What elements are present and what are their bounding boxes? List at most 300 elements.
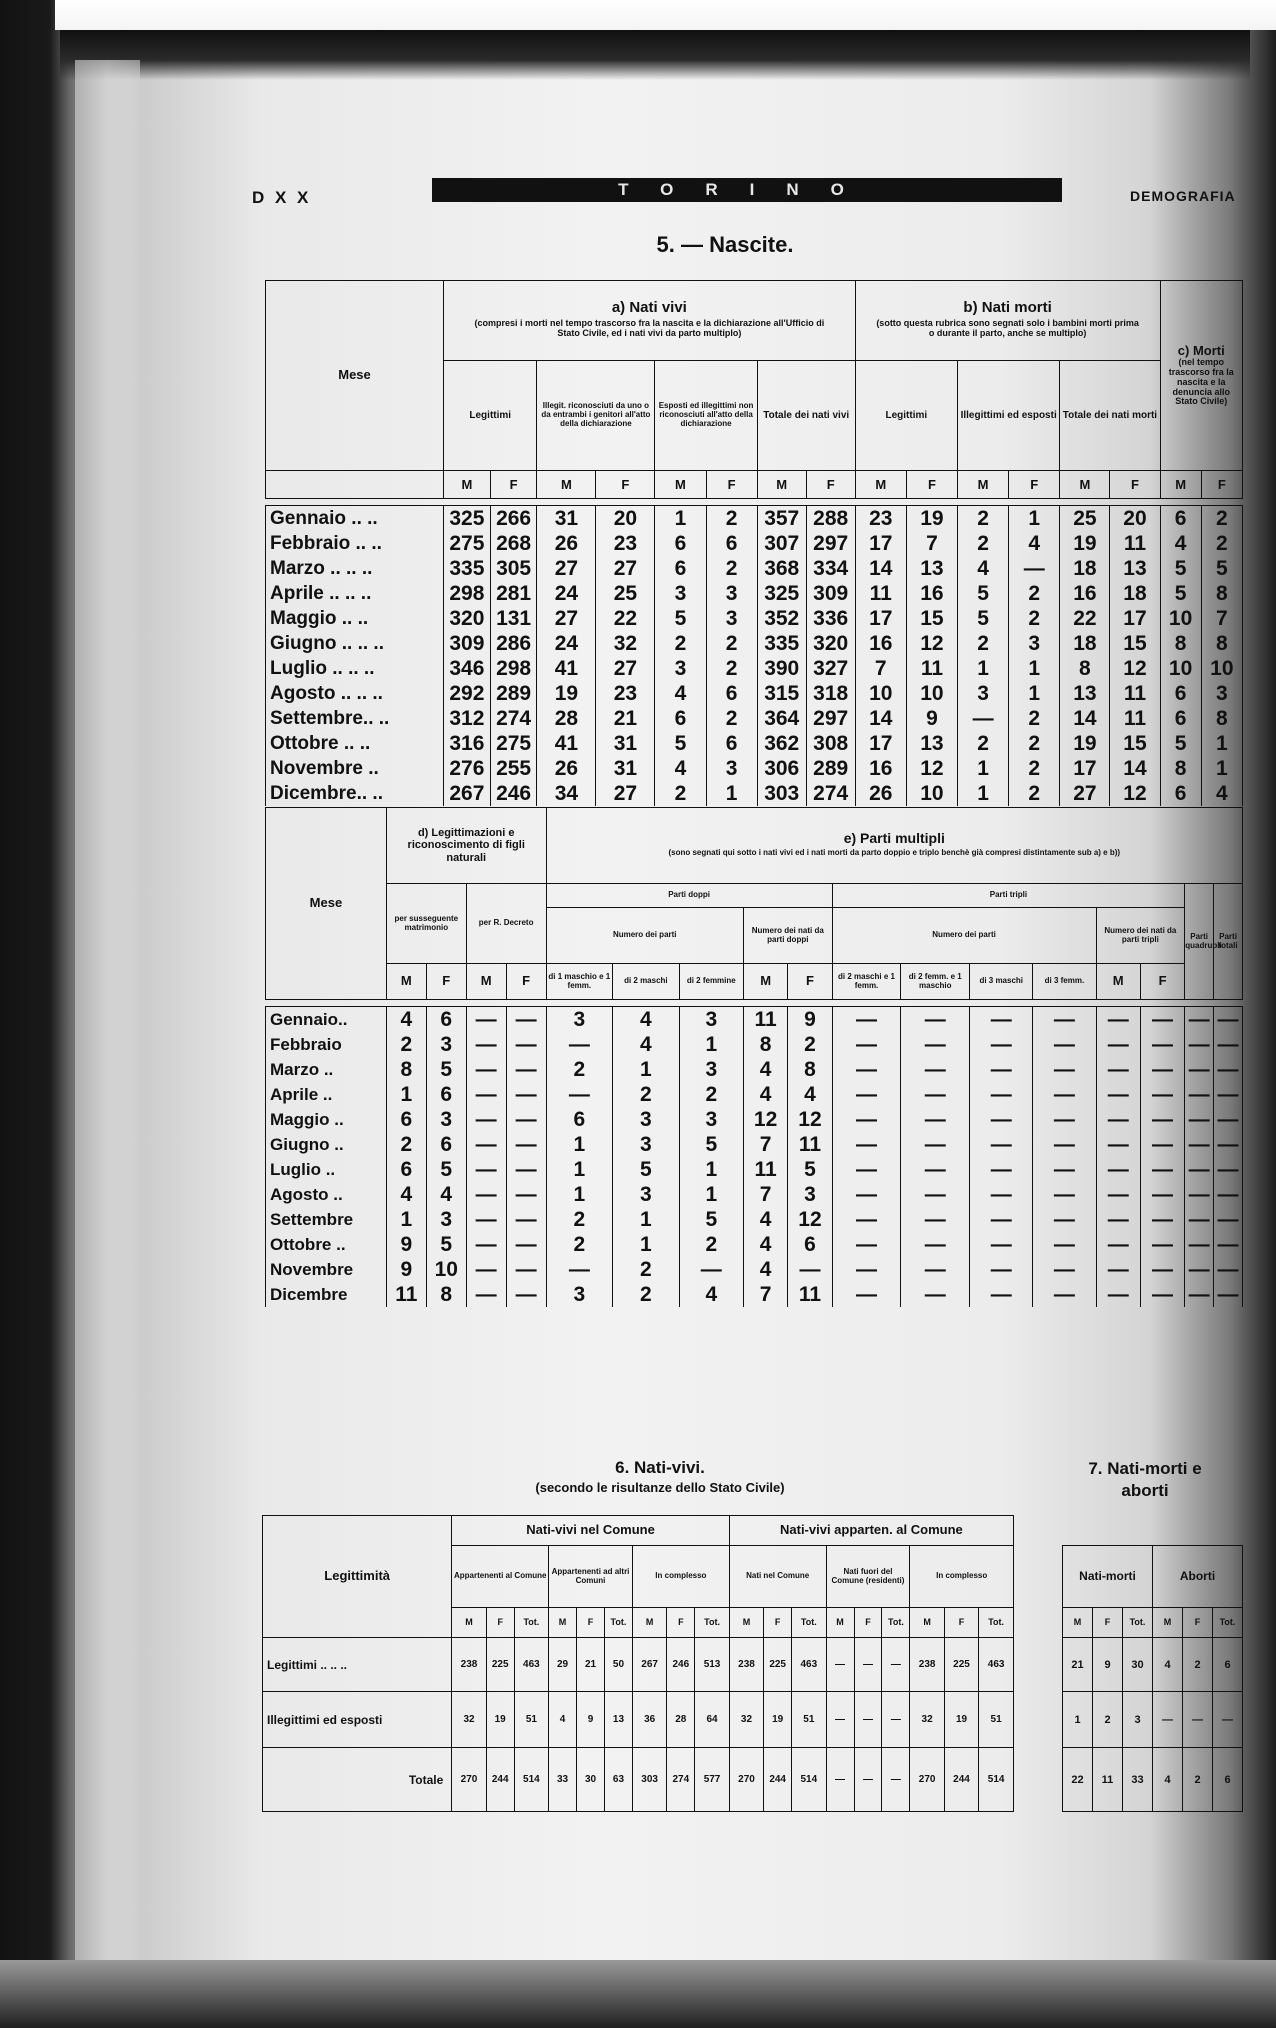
data-cell: 1 xyxy=(958,656,1009,681)
data-cell: — xyxy=(1096,1057,1140,1082)
data-cell: — xyxy=(1140,1032,1184,1057)
data-cell: 2 xyxy=(706,556,757,581)
data-cell: 6 xyxy=(1160,706,1201,731)
table-nati-vivi xyxy=(262,1515,1014,1812)
nati-vivi-title: a) Nati vivi xyxy=(611,299,687,317)
data-cell: 7 xyxy=(743,1282,787,1307)
data-cell: 4 xyxy=(549,1692,577,1748)
data-cell: 463 xyxy=(979,1638,1014,1692)
data-cell: 20 xyxy=(1110,506,1160,532)
data-cell: — xyxy=(1096,1157,1140,1182)
parti-multipli-note: (sono segnati qui sotto i nati vivi ed i nati morti da parto doppio e triplo benchè già compresi distintamente sub a) e b)) xyxy=(668,847,1121,857)
mf-cell: F xyxy=(788,964,832,1000)
sub-altri-comuni: Appartenenti ad altri Comuni xyxy=(549,1546,633,1608)
data-cell: 4 xyxy=(958,556,1009,581)
data-cell: — xyxy=(832,1082,901,1107)
data-cell: — xyxy=(901,1107,970,1132)
data-cell: 64 xyxy=(695,1692,729,1748)
spacer xyxy=(266,499,1243,506)
data-cell: — xyxy=(882,1638,910,1692)
data-cell: — xyxy=(970,1132,1033,1157)
data-cell: 11 xyxy=(1110,681,1160,706)
data-cell: 1 xyxy=(546,1182,613,1207)
data-cell: 3 xyxy=(655,656,706,681)
table-row xyxy=(266,1007,1243,1033)
data-cell: 15 xyxy=(1110,731,1160,756)
data-cell: 9 xyxy=(906,706,957,731)
data-cell: 1 xyxy=(546,1157,613,1182)
data-cell: 16 xyxy=(855,631,906,656)
data-cell: 5 xyxy=(655,731,706,756)
data-cell: 33 xyxy=(1123,1748,1153,1812)
data-cell: 3 xyxy=(679,1007,743,1033)
data-cell: 6 xyxy=(1213,1748,1243,1812)
data-cell: — xyxy=(1096,1032,1140,1057)
data-cell: — xyxy=(1185,1107,1214,1132)
parti-multipli-header xyxy=(546,808,1242,884)
data-cell: — xyxy=(1140,1257,1184,1282)
data-cell: 1 xyxy=(613,1232,680,1257)
data-cell: — xyxy=(506,1057,546,1082)
data-cell: — xyxy=(506,1282,546,1307)
mf-cell: F xyxy=(1201,471,1242,499)
data-cell: — xyxy=(1185,1157,1214,1182)
mf-cell: M xyxy=(1160,471,1201,499)
month-label: Dicembre xyxy=(266,1282,387,1307)
data-cell: — xyxy=(1213,1692,1243,1748)
data-cell: 292 xyxy=(444,681,491,706)
data-cell: — xyxy=(679,1257,743,1282)
data-cell: 4 xyxy=(1153,1638,1183,1692)
data-cell: 32 xyxy=(452,1692,486,1748)
data-cell: 16 xyxy=(906,581,957,606)
data-cell: 10 xyxy=(855,681,906,706)
mf-cell: F xyxy=(706,471,757,499)
data-cell: 308 xyxy=(806,731,855,756)
data-cell: 25 xyxy=(1060,506,1110,532)
data-cell: 11 xyxy=(1093,1748,1123,1812)
data-cell: 27 xyxy=(1060,781,1110,806)
data-cell: 11 xyxy=(743,1157,787,1182)
data-cell: 325 xyxy=(757,581,806,606)
data-cell: 2 xyxy=(613,1282,680,1307)
data-cell: 5 xyxy=(426,1057,466,1082)
data-cell: 3 xyxy=(958,681,1009,706)
data-cell: 22 xyxy=(1063,1748,1093,1812)
data-cell: 4 xyxy=(1160,531,1201,556)
table-row xyxy=(266,1207,1243,1232)
data-cell: 2 xyxy=(1009,581,1060,606)
data-cell: — xyxy=(901,1282,970,1307)
month-label: Maggio .. .. xyxy=(266,606,444,631)
morti-header xyxy=(1160,281,1242,471)
data-cell: — xyxy=(958,706,1009,731)
data-cell: — xyxy=(826,1638,854,1692)
data-cell: 8 xyxy=(426,1282,466,1307)
data-cell: — xyxy=(826,1748,854,1812)
data-cell: — xyxy=(1033,1182,1096,1207)
data-cell: 5 xyxy=(655,606,706,631)
data-cell: 41 xyxy=(537,731,596,756)
data-cell: — xyxy=(826,1692,854,1748)
table-row xyxy=(266,1232,1243,1257)
data-cell: — xyxy=(970,1107,1033,1132)
table-row xyxy=(266,506,1243,532)
data-cell: — xyxy=(1140,1157,1184,1182)
data-cell: 9 xyxy=(577,1692,605,1748)
data-cell: 19 xyxy=(764,1692,792,1748)
data-cell: 17 xyxy=(1060,756,1110,781)
data-cell: — xyxy=(970,1157,1033,1182)
mft-cell: Tot. xyxy=(695,1608,729,1638)
data-cell: — xyxy=(506,1257,546,1282)
morti-note: (nel tempo trascorso fra la nascita e la denuncia allo Stato Civile) xyxy=(1168,356,1234,407)
data-cell: 31 xyxy=(596,756,655,781)
data-cell: — xyxy=(970,1007,1033,1033)
data-cell: 19 xyxy=(944,1692,978,1748)
mft-cell: Tot. xyxy=(1213,1608,1243,1638)
data-cell: 3 xyxy=(613,1182,680,1207)
data-cell: 2 xyxy=(1009,756,1060,781)
data-cell: 19 xyxy=(486,1692,514,1748)
data-cell: 12 xyxy=(1110,781,1160,806)
mft-row xyxy=(1063,1608,1243,1638)
data-cell: 19 xyxy=(1060,731,1110,756)
data-cell: 14 xyxy=(1110,756,1160,781)
data-cell: 1 xyxy=(1201,731,1242,756)
data-cell: 27 xyxy=(537,606,596,631)
data-cell: 514 xyxy=(792,1748,826,1812)
data-cell: — xyxy=(1033,1057,1096,1082)
data-cell: — xyxy=(970,1032,1033,1057)
data-cell: 19 xyxy=(1060,531,1110,556)
binding-strip xyxy=(75,60,140,1960)
data-cell: — xyxy=(1214,1282,1243,1307)
data-cell: 1 xyxy=(1201,756,1242,781)
data-cell: 3 xyxy=(1201,681,1242,706)
data-cell: — xyxy=(1033,1232,1096,1257)
data-cell: 320 xyxy=(444,606,491,631)
data-cell: — xyxy=(506,1032,546,1057)
mf-cell: F xyxy=(506,964,546,1000)
mft-cell: F xyxy=(577,1608,605,1638)
data-cell: 11 xyxy=(788,1132,832,1157)
data-cell: 17 xyxy=(855,606,906,631)
sub-nati-nel-comune: Nati nel Comune xyxy=(729,1546,826,1608)
data-cell: 3 xyxy=(1009,631,1060,656)
data-cell: 4 xyxy=(679,1282,743,1307)
data-cell: — xyxy=(466,1257,506,1282)
data-cell: 10 xyxy=(1160,606,1201,631)
col-legittimi-morti: Legittimi xyxy=(855,361,957,471)
mft-cell: F xyxy=(764,1608,792,1638)
data-cell: 1 xyxy=(679,1182,743,1207)
data-cell: 2 xyxy=(679,1232,743,1257)
data-cell: — xyxy=(1009,556,1060,581)
data-cell: 2 xyxy=(706,631,757,656)
data-cell: 32 xyxy=(910,1692,944,1748)
month-label: Febbraio xyxy=(266,1032,387,1057)
data-cell: 4 xyxy=(1201,781,1242,806)
mft-cell: Tot. xyxy=(514,1608,548,1638)
data-cell: 15 xyxy=(1110,631,1160,656)
numero-parti-doppi: Numero dei parti xyxy=(546,908,743,964)
data-cell: 6 xyxy=(655,531,706,556)
data-cell: 309 xyxy=(806,581,855,606)
data-cell: 3 xyxy=(706,581,757,606)
mft-cell: F xyxy=(1093,1608,1123,1638)
col-illegittimi-morti: Illegittimi ed esposti xyxy=(958,361,1060,471)
data-cell: 23 xyxy=(855,506,906,532)
data-cell: 270 xyxy=(452,1748,486,1812)
data-cell: 16 xyxy=(855,756,906,781)
data-cell: — xyxy=(882,1692,910,1748)
data-cell: — xyxy=(466,1132,506,1157)
data-cell: 6 xyxy=(546,1107,613,1132)
data-cell: 9 xyxy=(788,1007,832,1033)
data-cell: — xyxy=(901,1207,970,1232)
mf-cell: F xyxy=(906,471,957,499)
data-cell: — xyxy=(970,1082,1033,1107)
data-cell: 8 xyxy=(1201,581,1242,606)
data-cell: 246 xyxy=(490,781,537,806)
data-cell: 357 xyxy=(757,506,806,532)
month-label: Ottobre .. .. xyxy=(266,731,444,756)
data-cell: 297 xyxy=(806,706,855,731)
col-nati-morti: Nati-morti xyxy=(1063,1546,1153,1608)
data-cell: 463 xyxy=(514,1638,548,1692)
data-cell: 12 xyxy=(906,756,957,781)
data-cell: — xyxy=(832,1132,901,1157)
table-row xyxy=(266,656,1243,681)
data-cell: 513 xyxy=(695,1638,729,1692)
data-cell: 22 xyxy=(596,606,655,631)
mf-cell: M xyxy=(743,964,787,1000)
data-cell: 11 xyxy=(906,656,957,681)
month-label: Settembre.. .. xyxy=(266,706,444,731)
data-cell: — xyxy=(506,1157,546,1182)
data-cell: 335 xyxy=(757,631,806,656)
data-cell: — xyxy=(546,1257,613,1282)
month-label: Marzo .. .. .. xyxy=(266,556,444,581)
top-edge xyxy=(55,0,1276,30)
month-label: Agosto .. xyxy=(266,1182,387,1207)
nati-vivi-body xyxy=(263,1638,1014,1812)
data-cell: 2 xyxy=(788,1032,832,1057)
data-cell: 26 xyxy=(537,531,596,556)
data-cell: — xyxy=(1153,1692,1183,1748)
group-nati-nel-comune: Nati-vivi nel Comune xyxy=(452,1516,729,1546)
data-cell: 2 xyxy=(1093,1692,1123,1748)
data-cell: 274 xyxy=(806,781,855,806)
data-cell: — xyxy=(832,1207,901,1232)
data-cell: 5 xyxy=(426,1232,466,1257)
mft-cell: M xyxy=(632,1608,666,1638)
data-cell: 51 xyxy=(514,1692,548,1748)
data-cell: 32 xyxy=(729,1692,763,1748)
data-cell: — xyxy=(546,1082,613,1107)
data-cell: — xyxy=(506,1232,546,1257)
data-cell: 1 xyxy=(386,1207,426,1232)
data-cell: 3 xyxy=(546,1007,613,1033)
data-cell: 2 xyxy=(386,1132,426,1157)
data-cell: 1 xyxy=(1063,1692,1093,1748)
data-cell: 8 xyxy=(1160,756,1201,781)
data-cell: 4 xyxy=(743,1082,787,1107)
col-legittimi: Legittimi xyxy=(444,361,537,471)
col-totale-vivi: Totale dei nati vivi xyxy=(757,361,855,471)
data-cell: 255 xyxy=(490,756,537,781)
data-cell: — xyxy=(1140,1232,1184,1257)
numero-parti-tripli: Numero dei parti xyxy=(832,908,1096,964)
data-cell: — xyxy=(882,1748,910,1812)
data-cell: 307 xyxy=(757,531,806,556)
data-cell: 3 xyxy=(1123,1692,1153,1748)
numero-nati-doppi: Numero dei nati da parti doppi xyxy=(743,908,832,964)
data-cell: 1 xyxy=(958,781,1009,806)
data-cell: — xyxy=(1214,1232,1243,1257)
data-cell: 5 xyxy=(1160,556,1201,581)
data-cell: 23 xyxy=(596,531,655,556)
data-cell: — xyxy=(1185,1207,1214,1232)
table-row xyxy=(266,1082,1243,1107)
data-cell: 7 xyxy=(743,1132,787,1157)
data-cell: 13 xyxy=(1060,681,1110,706)
band-title: TORINO xyxy=(432,178,1062,202)
data-cell: 14 xyxy=(855,706,906,731)
data-cell: 6 xyxy=(1160,781,1201,806)
data-cell: 288 xyxy=(806,506,855,532)
table-row xyxy=(266,1032,1243,1057)
data-cell: 244 xyxy=(486,1748,514,1812)
data-cell: — xyxy=(1185,1282,1214,1307)
data-cell: — xyxy=(506,1207,546,1232)
table-row xyxy=(266,681,1243,706)
table-row xyxy=(266,781,1243,806)
data-cell: 63 xyxy=(604,1748,632,1812)
data-cell: 2 xyxy=(386,1032,426,1057)
data-cell: — xyxy=(970,1232,1033,1257)
data-cell: 4 xyxy=(613,1007,680,1033)
data-cell: 15 xyxy=(906,606,957,631)
data-cell: — xyxy=(1096,1182,1140,1207)
data-cell: 25 xyxy=(596,581,655,606)
data-cell: 2 xyxy=(706,656,757,681)
data-cell: — xyxy=(506,1132,546,1157)
data-cell: — xyxy=(1096,1282,1140,1307)
data-cell: 12 xyxy=(788,1207,832,1232)
data-cell: 6 xyxy=(655,556,706,581)
data-cell: 8 xyxy=(1060,656,1110,681)
data-cell: 318 xyxy=(806,681,855,706)
data-cell: 2 xyxy=(1201,506,1242,532)
month-label: Novembre xyxy=(266,1257,387,1282)
month-label: Luglio .. xyxy=(266,1157,387,1182)
data-cell: 225 xyxy=(944,1638,978,1692)
data-cell: 267 xyxy=(444,781,491,806)
data-cell: 26 xyxy=(537,756,596,781)
data-cell: 21 xyxy=(577,1638,605,1692)
data-cell: — xyxy=(1140,1007,1184,1033)
data-cell: 2 xyxy=(706,706,757,731)
data-cell: 12 xyxy=(906,631,957,656)
data-cell: 27 xyxy=(596,556,655,581)
table-nascite xyxy=(265,280,1243,806)
mf-cell: F xyxy=(596,471,655,499)
data-cell: 5 xyxy=(679,1207,743,1232)
table-row xyxy=(1063,1748,1243,1812)
data-cell: — xyxy=(1033,1082,1096,1107)
data-cell: 297 xyxy=(806,531,855,556)
mf-cell: M xyxy=(655,471,706,499)
data-cell: 9 xyxy=(386,1257,426,1282)
mft-cell: Tot. xyxy=(882,1608,910,1638)
data-cell: 289 xyxy=(806,756,855,781)
mft-cell: F xyxy=(486,1608,514,1638)
data-cell: 6 xyxy=(386,1107,426,1132)
nati-morti-note: (sotto questa rubrica sono segnati solo i bambini morti prima o durante il parto, anche se multiplo) xyxy=(876,317,1139,338)
col-esposti: Esposti ed illegittimi non riconosciuti all'atto della dichiarazione xyxy=(655,361,757,471)
data-cell: — xyxy=(854,1638,882,1692)
data-cell: 131 xyxy=(490,606,537,631)
data-cell: 8 xyxy=(1201,706,1242,731)
mf-cell: M xyxy=(466,964,506,1000)
data-cell: 9 xyxy=(386,1232,426,1257)
data-cell: — xyxy=(1214,1132,1243,1157)
mf-cell: F xyxy=(490,471,537,499)
month-label: Ottobre .. xyxy=(266,1232,387,1257)
nati-vivi-note: (compresi i morti nel tempo trascorso fra la nascita e la dichiarazione all'Ufficio di Stato Civile, ed i nati vivi da parto multiplo) xyxy=(474,317,825,338)
col-tripli-2m1f: di 2 maschi e 1 femm. xyxy=(832,964,901,1000)
data-cell: 2 xyxy=(1009,781,1060,806)
mf-cell: M xyxy=(1060,471,1110,499)
data-cell: 10 xyxy=(906,681,957,706)
data-cell: — xyxy=(970,1057,1033,1082)
data-cell: 298 xyxy=(490,656,537,681)
data-cell: — xyxy=(1033,1282,1096,1307)
data-cell: 3 xyxy=(706,606,757,631)
mf-blank xyxy=(266,471,444,499)
col-tripli-3f: di 3 femm. xyxy=(1033,964,1096,1000)
data-cell: 2 xyxy=(546,1207,613,1232)
data-cell: — xyxy=(901,1057,970,1082)
data-cell: 10 xyxy=(906,781,957,806)
data-cell: 11 xyxy=(788,1282,832,1307)
mf-cell: F xyxy=(1110,471,1160,499)
top-shadow xyxy=(60,30,1250,80)
table-row xyxy=(266,756,1243,781)
data-cell: 6 xyxy=(1213,1638,1243,1692)
month-label: Gennaio .. .. xyxy=(266,506,444,532)
numero-nati-tripli: Numero dei nati da parti tripli xyxy=(1096,908,1185,964)
data-cell: 3 xyxy=(613,1107,680,1132)
data-cell: — xyxy=(901,1082,970,1107)
data-cell: — xyxy=(466,1232,506,1257)
data-cell: 6 xyxy=(426,1082,466,1107)
col-illegittimi-riconosciuti: Illegit. riconosciuti da uno o da entrambi i genitori all'atto della dichiarazione xyxy=(537,361,655,471)
month-label: Febbraio .. .. xyxy=(266,531,444,556)
data-cell: — xyxy=(832,1157,901,1182)
data-cell: 1 xyxy=(679,1157,743,1182)
table-row xyxy=(266,531,1243,556)
data-cell: — xyxy=(832,1057,901,1082)
data-cell: 6 xyxy=(426,1007,466,1033)
data-cell: 270 xyxy=(729,1748,763,1812)
data-cell: 335 xyxy=(444,556,491,581)
month-label: Aprile .. .. .. xyxy=(266,581,444,606)
mf-cell: M xyxy=(537,471,596,499)
data-cell: — xyxy=(1140,1082,1184,1107)
